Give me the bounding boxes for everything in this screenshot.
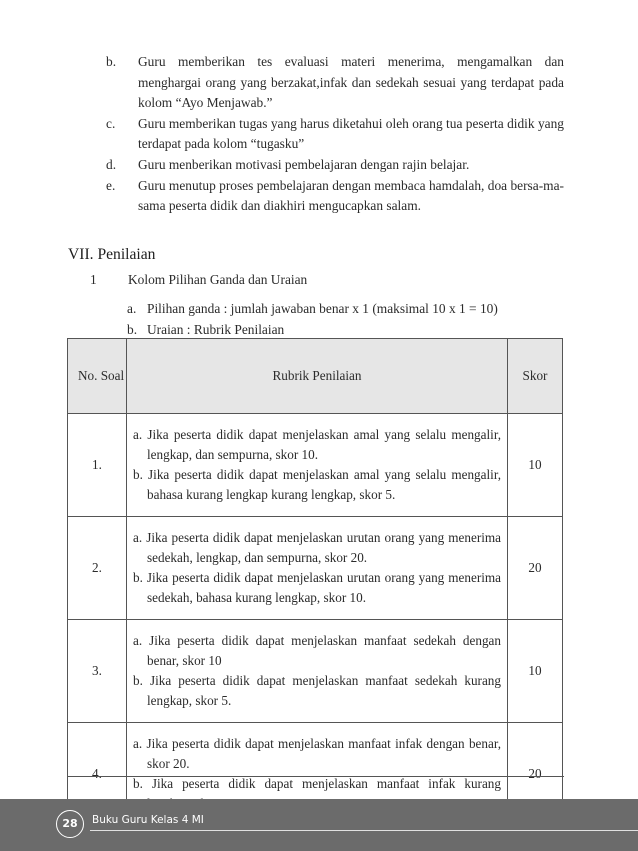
rubric-cell: [127, 414, 508, 517]
procedure-steps: [106, 52, 564, 217]
step-marker: b.: [106, 54, 117, 69]
step-c: [106, 114, 564, 155]
question-number: 2.: [68, 517, 127, 620]
option-text: Pilihan ganda : jumlah jawaban benar x 1 (maksimal 10 x 1 = 10): [147, 301, 498, 316]
criterion-a: a. Jika peserta didik dapat menjelaskan manfaat sedekah dengan benar, skor 10: [133, 633, 501, 668]
step-e: [106, 176, 564, 217]
score-cell: 20: [508, 517, 563, 620]
page-number-badge: 28: [56, 810, 84, 838]
subsection-number: 1: [90, 272, 97, 287]
book-title: Buku Guru Kelas 4 MI: [92, 814, 204, 826]
score-cell: 10: [508, 414, 563, 517]
header-score: Skor: [508, 339, 563, 414]
step-marker: e.: [106, 177, 116, 193]
option-item: [127, 319, 498, 340]
question-number: 3.: [68, 620, 127, 723]
header-rubric: Rubrik Penilaian: [127, 339, 508, 414]
criterion-b: b. Jika peserta didik dapat menjelaskan urutan orang yang menerima sedekah, bahasa kurang lengkap, skor 10.: [133, 570, 501, 605]
question-number: 4.: [68, 723, 127, 826]
footer-divider: [90, 830, 638, 831]
step-text: Guru memberikan tes evaluasi materi menerima, mengamalkan dan menghargai orang yang berzakat,infak dan sedekah sesuai yang terdapat pada kolom “Ayo Menjawab.”: [138, 54, 564, 111]
step-text: Guru memberikan tugas yang harus diketahui oleh orang tua peserta didik yang terdapat pada kolom “tugasku”: [138, 115, 564, 152]
table-header-row: [68, 339, 563, 414]
subsection-title: Kolom Pilihan Ganda dan Uraian: [128, 272, 308, 287]
assessment-options: [127, 298, 498, 340]
option-item: [127, 298, 498, 319]
step-d: [106, 155, 564, 176]
criterion-a: a. Jika peserta didik dapat menjelaskan urutan orang yang menerima sedekah, lengkap, dan sempurna, skor 20.: [133, 530, 501, 565]
criterion-b: b. Jika peserta didik dapat menjelaskan manfaat sedekah kurang lengkap, skor 5.: [133, 673, 501, 708]
subsection-heading: [90, 272, 307, 288]
table-row: [68, 414, 563, 517]
rubric-table: [67, 338, 563, 826]
option-marker: b.: [127, 322, 138, 337]
table-row: [68, 620, 563, 723]
criterion-b: b. Jika peserta didik dapat menjelaskan amal yang selalu mengalir, bahasa kurang lengkap kurang lengkap, skor 5.: [133, 467, 501, 502]
criterion-b: b. Jika peserta didik dapat menjelaskan manfaat infak kurang: [133, 776, 501, 791]
step-b: [106, 52, 564, 114]
criterion-a: a. Jika peserta didik dapat menjelaskan manfaat infak dengan benar, skor 20.: [133, 736, 501, 771]
option-text: Uraian : Rubrik Penilaian: [147, 322, 285, 337]
rubric-cell: [127, 620, 508, 723]
criterion-a: a. Jika peserta didik dapat menjelaskan amal yang selalu mengalir, lengkap, dan sempurna, skor 10.: [133, 427, 501, 462]
bottom-rule: [67, 776, 564, 777]
score-cell: 10: [508, 620, 563, 723]
section-title: VII. Penilaian: [68, 246, 156, 263]
step-text: Guru menutup proses pembelajaran dengan membaca hamdalah, doa bersa-ma-sama peserta didik dan diakhiri mengucapkan salam.: [138, 177, 564, 214]
step-marker: d.: [106, 156, 117, 172]
step-text: Guru menberikan motivasi pembelajaran dengan rajin belajar.: [138, 156, 470, 172]
rubric-cell: [127, 517, 508, 620]
table-row: [68, 517, 563, 620]
question-number: 1.: [68, 414, 127, 517]
step-marker: c.: [106, 115, 116, 131]
score-cell: 20: [508, 723, 563, 826]
option-marker: a.: [127, 301, 137, 316]
header-no-soal: No. Soal: [68, 339, 127, 414]
